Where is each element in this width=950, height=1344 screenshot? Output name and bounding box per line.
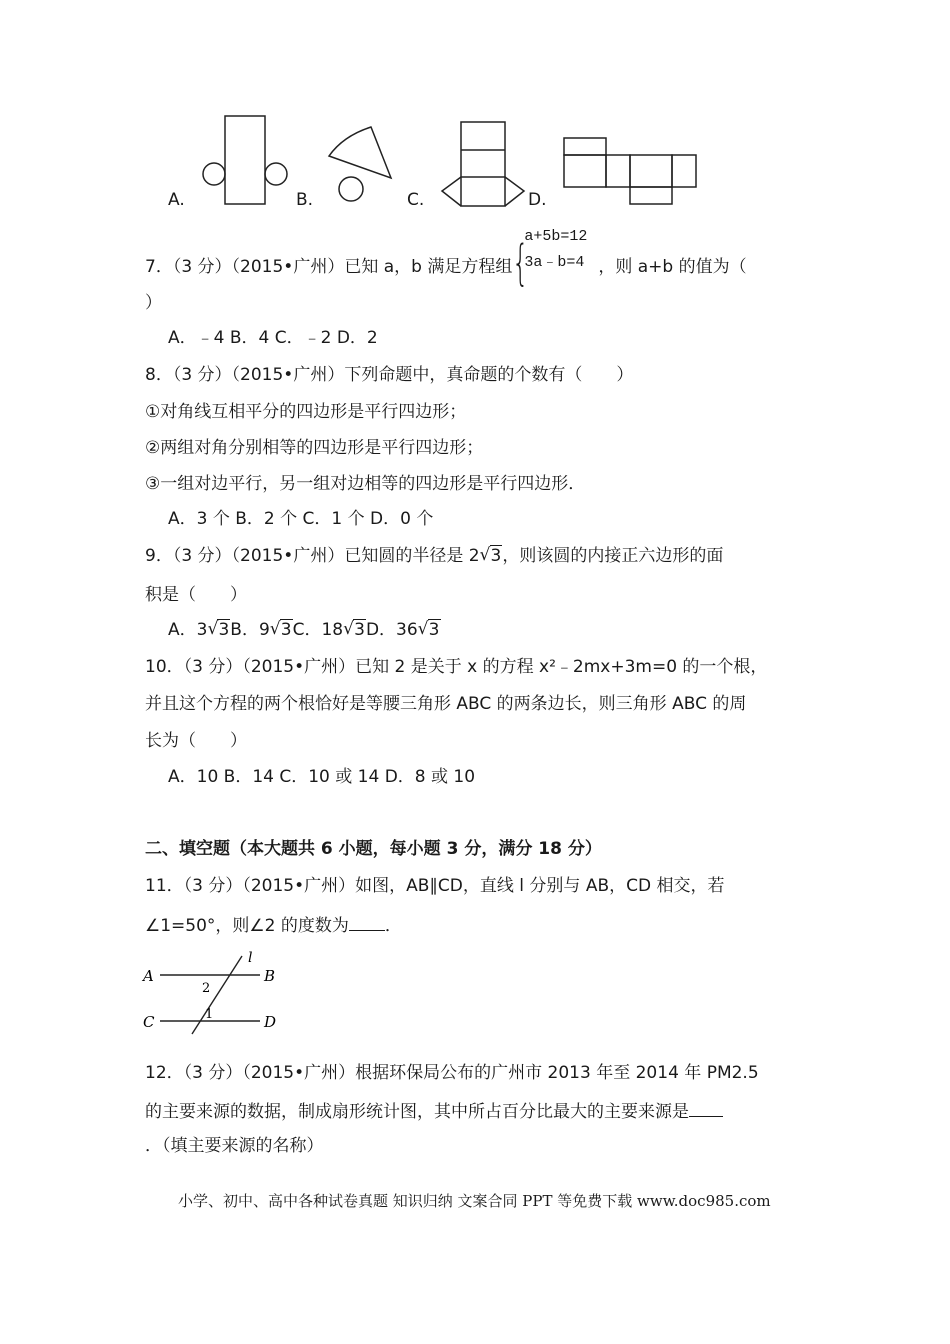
q7-stem	[145, 228, 747, 294]
q11-fig-label-1: 1	[205, 1007, 214, 1022]
q9-options	[168, 618, 441, 642]
q9-option-b-sqrt	[270, 618, 293, 642]
q10-line-3: 长为（ ）	[145, 731, 247, 751]
q7-suffix: ，则 a+b 的值为（	[598, 257, 747, 277]
q8-statement-2: ②两组对角分别相等的四边形是平行四边形；	[145, 438, 484, 458]
q6-option-a-label: A.	[168, 190, 185, 210]
q9-option-a: A．3	[168, 620, 208, 640]
q8-statement-1: ①对角线互相平分的四边形是平行四边形；	[145, 402, 467, 422]
q10-line-1: 10．（3 分）（2015•广州）已知 2 是关于 x 的方程 x²﹣2mx+3m=0 的一个根，	[145, 657, 768, 677]
q11-line-2a: ∠1=50°，则∠2 的度数为	[145, 916, 349, 936]
q7-equation-system: { a+5b=12 3a﹣b=4	[512, 228, 588, 291]
q11-fig-label-d: D	[264, 1013, 277, 1031]
q9-option-c: C．18	[292, 620, 344, 640]
q11-line-2b: ．	[384, 916, 402, 936]
q9-stem-a: 9．（3 分）（2015•广州）已知圆的半径是 2	[145, 546, 480, 566]
q9-option-b: B．9	[230, 620, 270, 640]
q12-line-3: ．（填主要来源的名称）	[145, 1136, 324, 1156]
q9-option-a-sqrt	[207, 618, 230, 642]
q11-figure	[140, 950, 290, 1035]
q7-prefix: 7．（3 分）（2015•广州）已知 a，b 满足方程组	[145, 257, 513, 277]
q9-radicand: 3	[490, 546, 502, 566]
q9-option-c-radicand: 3	[354, 620, 365, 640]
q11-fig-label-l: l	[248, 950, 253, 966]
q6-figure-c	[438, 118, 528, 208]
q12-line-1: 12．（3 分）（2015•广州）根据环保局公布的广州市 2013 年至 2014 年 PM2.5	[145, 1063, 759, 1083]
section-2-title: 二、填空题（本大题共 6 小题，每小题 3 分，满分 18 分）	[145, 839, 602, 859]
q9-option-b-radicand: 3	[280, 620, 292, 640]
q11-fig-label-a: A	[143, 967, 154, 985]
q6-option-d-label: D.	[528, 190, 547, 210]
q6-option-b-label: B.	[296, 190, 314, 210]
q9-option-a-radicand: 3	[218, 620, 230, 640]
q11-fig-label-c: C	[143, 1013, 155, 1031]
page-footer: 小学、初中、高中各种试卷真题 知识归纳 文案合同 PPT 等免费下载 www.doc985.com	[178, 1192, 771, 1210]
q8-statement-3: ③一组对边平行，另一组对边相等的四边形是平行四边形．	[145, 474, 586, 494]
q9-stem-b: ，则该圆的内接正六边形的面	[502, 546, 724, 566]
q10-options: A．10 B．14 C．10 或 14 D．8 或 10	[168, 767, 476, 787]
q8-stem: 8．（3 分）（2015•广州）下列命题中，真命题的个数有（ ）	[145, 365, 634, 385]
q7-close: ）	[145, 293, 162, 313]
q7-eq2: 3a﹣b=4	[524, 254, 585, 271]
q9-stem	[145, 544, 723, 568]
q11-line-2	[145, 912, 402, 938]
q12-answer-blank	[689, 1098, 723, 1117]
q9-option-c-sqrt	[343, 618, 366, 642]
q11-line-1: 11．（3 分）（2015•广州）如图，AB∥CD，直线 l 分别与 AB，CD 相交，若	[145, 876, 725, 896]
q12-line-2	[145, 1098, 723, 1124]
q9-stem-c: 积是（ ）	[145, 585, 247, 605]
q10-line-2: 并且这个方程的两个根恰好是等腰三角形 ABC 的两条边长，则三角形 ABC 的周	[145, 694, 747, 714]
q9-option-d-sqrt	[418, 618, 441, 642]
q6-option-c-label: C.	[407, 190, 425, 210]
q9-option-d-radicand: 3	[428, 620, 440, 640]
q9-sqrt	[480, 544, 503, 568]
q7-eq1: a+5b=12	[524, 228, 588, 245]
q6-figure-d	[562, 136, 702, 208]
q11-fig-label-b: B	[264, 967, 276, 985]
q11-answer-blank	[349, 912, 385, 931]
q9-option-d: D．36	[365, 620, 418, 640]
q8-options: A．3 个 B．2 个 C．1 个 D．0 个	[168, 509, 434, 529]
q6-figure-a	[195, 112, 295, 207]
q7-options: A．﹣4 B．4 C．﹣2 D．2	[168, 328, 378, 348]
q12-line-2-text: 的主要来源的数据，制成扇形统计图，其中所占百分比最大的主要来源是	[145, 1102, 689, 1122]
q11-fig-label-2: 2	[202, 981, 211, 996]
